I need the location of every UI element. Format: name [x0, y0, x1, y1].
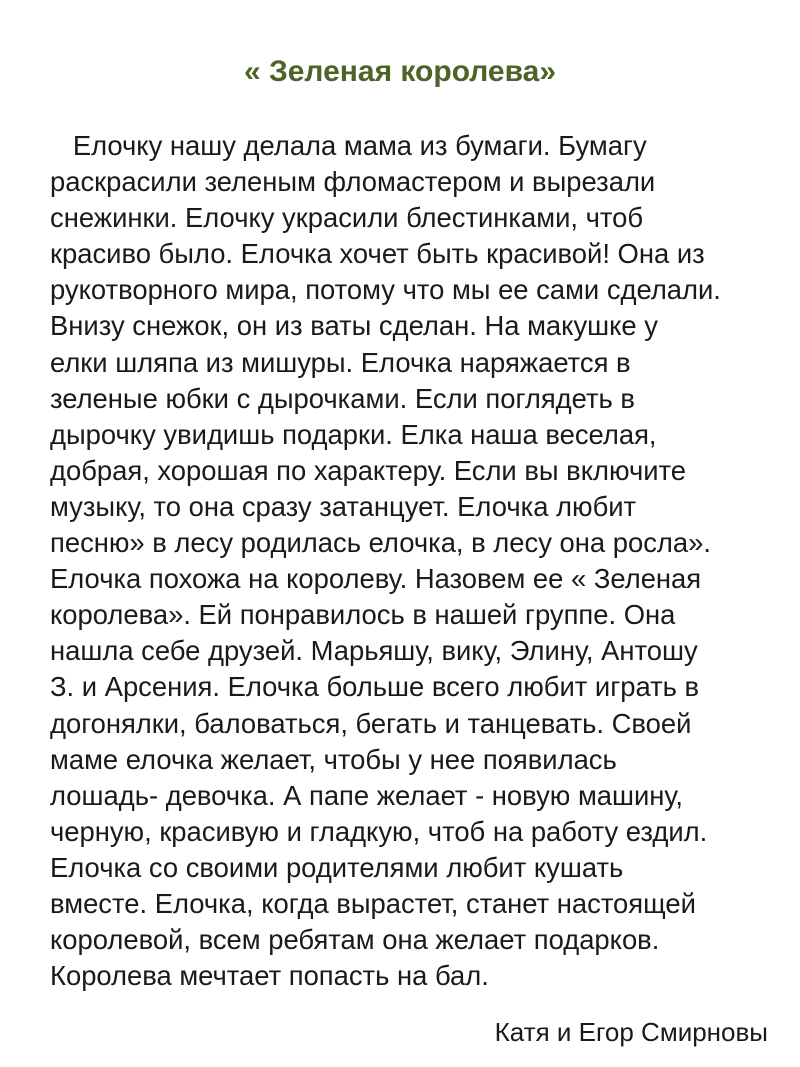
story-body — [50, 128, 772, 994]
story-line: рукотворного мира, потому что мы ее сами сделали. — [50, 274, 721, 306]
story-line: догонялки, баловаться, бегать и танцевать. Своей — [50, 707, 692, 739]
story-line: черную, красивую и гладкую, чтоб на работу ездил. — [50, 815, 708, 847]
story-line: Елочка со своими родителями любит кушать — [50, 851, 624, 883]
story-line: снежинки. Елочку украсили блестинками, чтоб — [50, 202, 644, 234]
story-line: песню» в лесу родилась елочка, в лесу она росла». — [50, 527, 711, 559]
story-line: раскрасили зеленым фломастером и вырезали — [50, 166, 656, 198]
story-line: маме елочка желает, чтобы у нее появилась — [50, 743, 617, 775]
story-line: королевой, всем ребятам она желает подарков. — [50, 924, 660, 956]
story-line: Королева мечтает попасть на бал. — [50, 960, 489, 992]
story-line: красиво было. Елочка хочет быть красивой! Она из — [50, 238, 705, 270]
story-line: елки шляпа из мишуры. Елочка наряжается в — [50, 346, 631, 378]
story-line: З. и Арсения. Елочка больше всего любит играть в — [50, 671, 700, 703]
story-line: лошадь- девочка. А папе желает - новую машину, — [50, 779, 683, 811]
story-line: зеленые юбки с дырочками. Если поглядеть в — [50, 382, 635, 414]
story-line: музыку, то она сразу затанцует. Елочка любит — [50, 490, 637, 522]
document-title: « Зеленая королева» — [243, 55, 557, 88]
story-line: Елочка похожа на королеву. Назовем ее « Зеленая — [50, 563, 702, 595]
story-line: нашла себе друзей. Марьяшу, вику, Элину, Антошу — [50, 635, 698, 667]
story-line: Елочку нашу делала мама из бумаги. Бумагу — [50, 130, 647, 161]
story-line: Внизу снежок, он из ваты сделан. На макушке у — [50, 310, 658, 342]
story-line: вместе. Елочка, когда вырастет, станет настоящей — [50, 887, 696, 919]
story-line: дырочку увидишь подарки. Елка наша веселая, — [50, 418, 657, 450]
story-line: добрая, хорошая по характеру. Если вы включите — [50, 454, 686, 486]
author-signature: Катя и Егор Смирновы — [494, 1017, 768, 1047]
story-line: королева». Ей понравилось в нашей группе. Она — [50, 599, 676, 631]
